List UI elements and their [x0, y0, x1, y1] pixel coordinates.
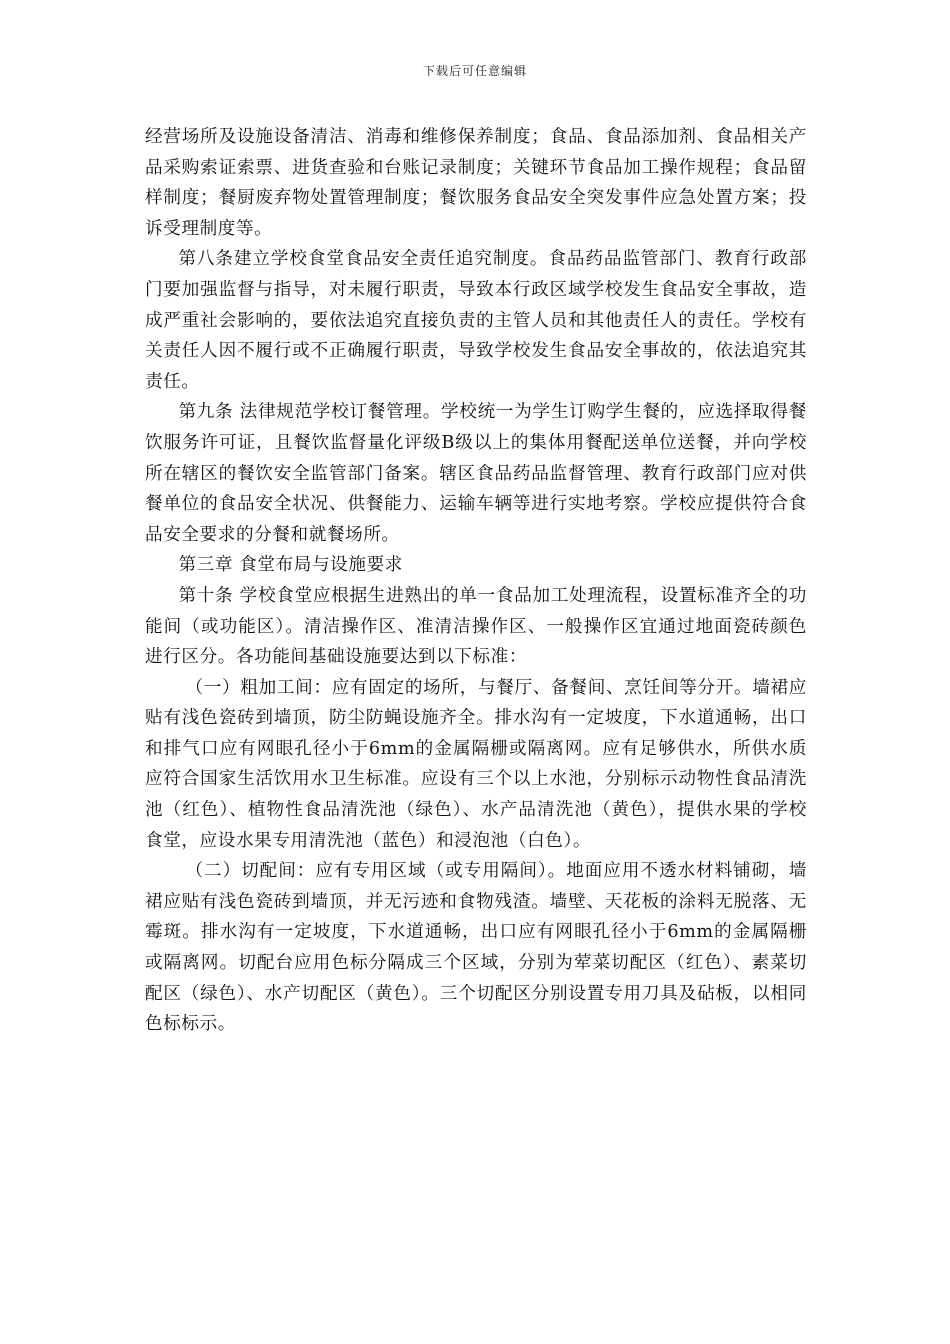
paragraph-article-9: 第九条 法律规范学校订餐管理。学校统一为学生订购学生餐的，应选择取得餐饮服务许可证，且餐饮监督量化评级B级以上的集体用餐配送单位送餐，并向学校所在辖区的餐饮安全监管部门备案。辖区食品药品监督管理、教育行政部门应对供餐单位的食品安全状况、供餐能力、运输车辆等进行实地考察。学校应提供符合食品安全要求的分餐和就餐场所。 [145, 402, 807, 545]
page-header: 下载后可任意编辑 [422, 64, 527, 78]
document-body [145, 122, 807, 1040]
chapter-3-heading: 第三章 食堂布局与设施要求 [178, 555, 403, 576]
paragraph-article-10: 第十条 学校食堂应根据生进熟出的单一食品加工处理流程，设置标准齐全的功能间（或功能区）。清洁操作区、准清洁操作区、一般操作区宜通过地面瓷砖颜色进行区分。各功能间基础设施要达到以下标准： [145, 585, 807, 668]
paragraph-item-2-cutting-room: （二）切配间：应有专用区域（或专用隔间）。地面应用不透水材料铺砌，墙裙应贴有浅色瓷砖到墙顶，并无污迹和食物残渣。墙壁、天花板的涂料无脱落、无霉斑。排水沟有一定坡度，下水道通畅，出口应有网眼孔径小于6mm的金属隔栅或隔离网。切配台应用色标分隔成三个区域，分别为荤菜切配区（红色）、素菜切配区（绿色）、水产切配区（黄色）。三个切配区分别设置专用刀具及砧板，以相同色标标示。 [145, 861, 807, 1035]
paragraph-item-1-rough-processing: （一）粗加工间：应有固定的场所，与餐厅、备餐间、烹饪间等分开。墙裙应贴有浅色瓷砖到墙顶，防尘防蝇设施齐全。排水沟有一定坡度，下水道通畅，出口和排气口应有网眼孔径小于6mm的金属隔栅或隔离网。应有足够供水，所供水质应符合国家生活饮用水卫生标准。应设有三个以上水池，分别标示动物性食品清洗池（红色）、植物性食品清洗池（绿色）、水产品清洗池（黄色），提供水果的学校食堂，应设水果专用清洗池（蓝色）和浸泡池（白色）。 [145, 677, 807, 851]
paragraph-article-8: 第八条建立学校食堂食品安全责任追究制度。食品药品监管部门、教育行政部门要加强监督与指导，对未履行职责，导致本行政区域学校发生食品安全事故，造成严重社会影响的，要依法追究直接负责的主管人员和其他责任人的责任。学校有关责任人因不履行或不正确履行职责，导致学校发生食品安全事故的，依法追究其责任。 [145, 249, 807, 392]
paragraph-continued-regulations: 经营场所及设施设备清洁、消毒和维修保养制度；食品、食品添加剂、食品相关产品采购索证索票、进货查验和台账记录制度；关键环节食品加工操作规程；食品留样制度；餐厨废弃物处置管理制度；餐饮服务食品安全突发事件应急处置方案；投诉受理制度等。 [145, 127, 807, 239]
